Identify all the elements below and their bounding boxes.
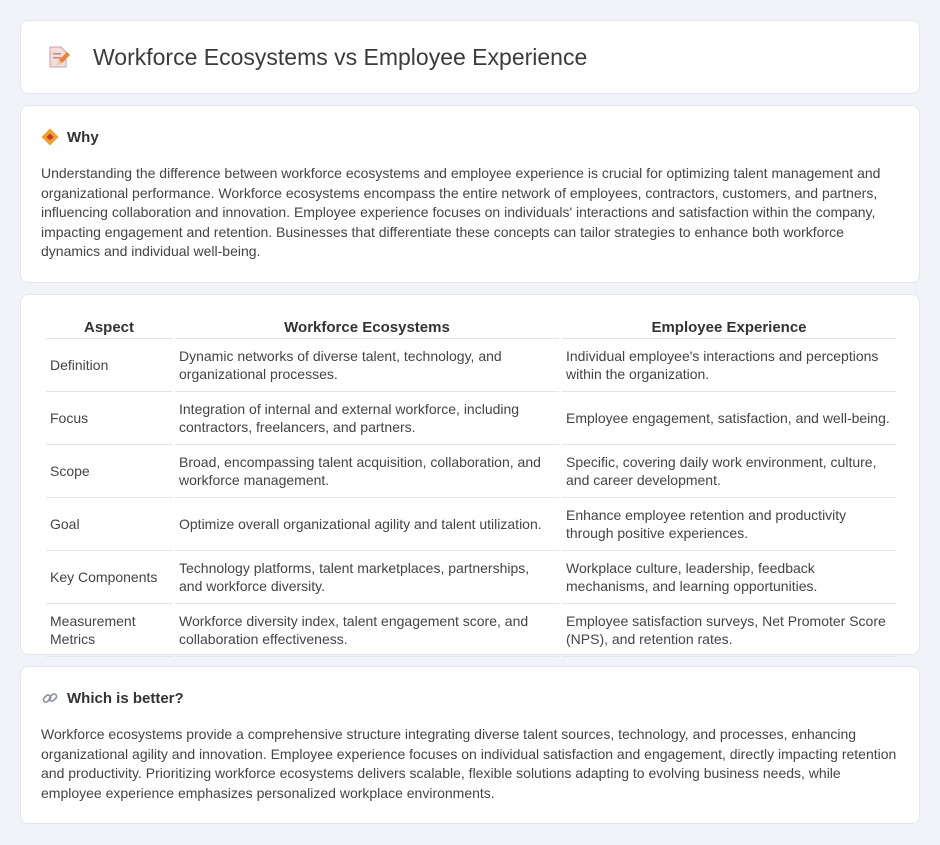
header-card: [20, 20, 920, 94]
comparison-table-card: [20, 294, 920, 655]
which-is-better-section: [20, 666, 920, 824]
aspect-cell: Goal: [46, 498, 172, 551]
header-workforce-ecosystems: Workforce Ecosystems: [175, 315, 559, 339]
workforce-cell: Broad, encompassing talent acquisition, collaboration, and workforce management.: [175, 445, 559, 498]
aspect-cell: Scope: [46, 445, 172, 498]
why-section: [20, 105, 920, 283]
workforce-cell: Technology platforms, talent marketplaces, partnerships, and workforce diversity.: [175, 551, 559, 604]
link-icon: [41, 689, 59, 707]
document-pencil-icon: [45, 44, 71, 70]
diamond-sign-icon: [41, 128, 59, 146]
workforce-cell: Optimize overall organizational agility and talent utilization.: [175, 498, 559, 551]
why-text: Understanding the difference between workforce ecosystems and employee experience is crucial for optimizing talent management and organizational performance. Workforce ecosystems encompass the entire network of employees, contractors, customers, and partners, influencing collaboration and innovation. Employee experience focuses on individuals' interactions and satisfaction within the company, impacting engagement and retention. Businesses that differentiate these concepts can tailor strategies to enhance both workforce dynamics and individual well-being.: [41, 165, 881, 259]
experience-cell: Workplace culture, leadership, feedback mechanisms, and learning opportunities.: [562, 551, 896, 604]
experience-cell: Employee engagement, satisfaction, and well-being.: [562, 392, 896, 445]
table-row: [46, 392, 896, 445]
aspect-cell: Definition: [46, 339, 172, 392]
workforce-cell: Workforce diversity index, talent engagement score, and collaboration effectiveness.: [175, 604, 559, 657]
header-aspect: Aspect: [46, 315, 172, 339]
page-title: Workforce Ecosystems vs Employee Experience: [93, 43, 588, 70]
why-title: Why: [67, 128, 99, 146]
table-row: [46, 604, 896, 657]
table-row: [46, 339, 896, 392]
aspect-cell: Focus: [46, 392, 172, 445]
table-row: [46, 445, 896, 498]
table-row: [46, 551, 896, 604]
comparison-table: [43, 315, 899, 657]
better-text: Workforce ecosystems provide a comprehensive structure integrating diverse talent sources, technology, and processes, enhancing organizational agility and innovation. Employee experience focuses on individual satisfaction and engagement, directly impacting retention and productivity. Prioritizing workforce ecosystems delivers scalable, flexible solutions adapting to evolving business needs, while employee experience emphasizes personalized workplace environments.: [41, 726, 897, 801]
workforce-cell: Integration of internal and external workforce, including contractors, freelancers, and partners.: [175, 392, 559, 445]
workforce-cell: Dynamic networks of diverse talent, technology, and organizational processes.: [175, 339, 559, 392]
better-title: Which is better?: [67, 689, 184, 707]
experience-cell: Specific, covering daily work environment, culture, and career development.: [562, 445, 896, 498]
table-row: [46, 498, 896, 551]
table-header-row: [46, 315, 896, 339]
header-employee-experience: Employee Experience: [562, 315, 896, 339]
aspect-cell: Key Components: [46, 551, 172, 604]
experience-cell: Employee satisfaction surveys, Net Promoter Score (NPS), and retention rates.: [562, 604, 896, 657]
aspect-cell: Measurement Metrics: [46, 604, 172, 657]
experience-cell: Enhance employee retention and productivity through positive experiences.: [562, 498, 896, 551]
experience-cell: Individual employee's interactions and perceptions within the organization.: [562, 339, 896, 392]
